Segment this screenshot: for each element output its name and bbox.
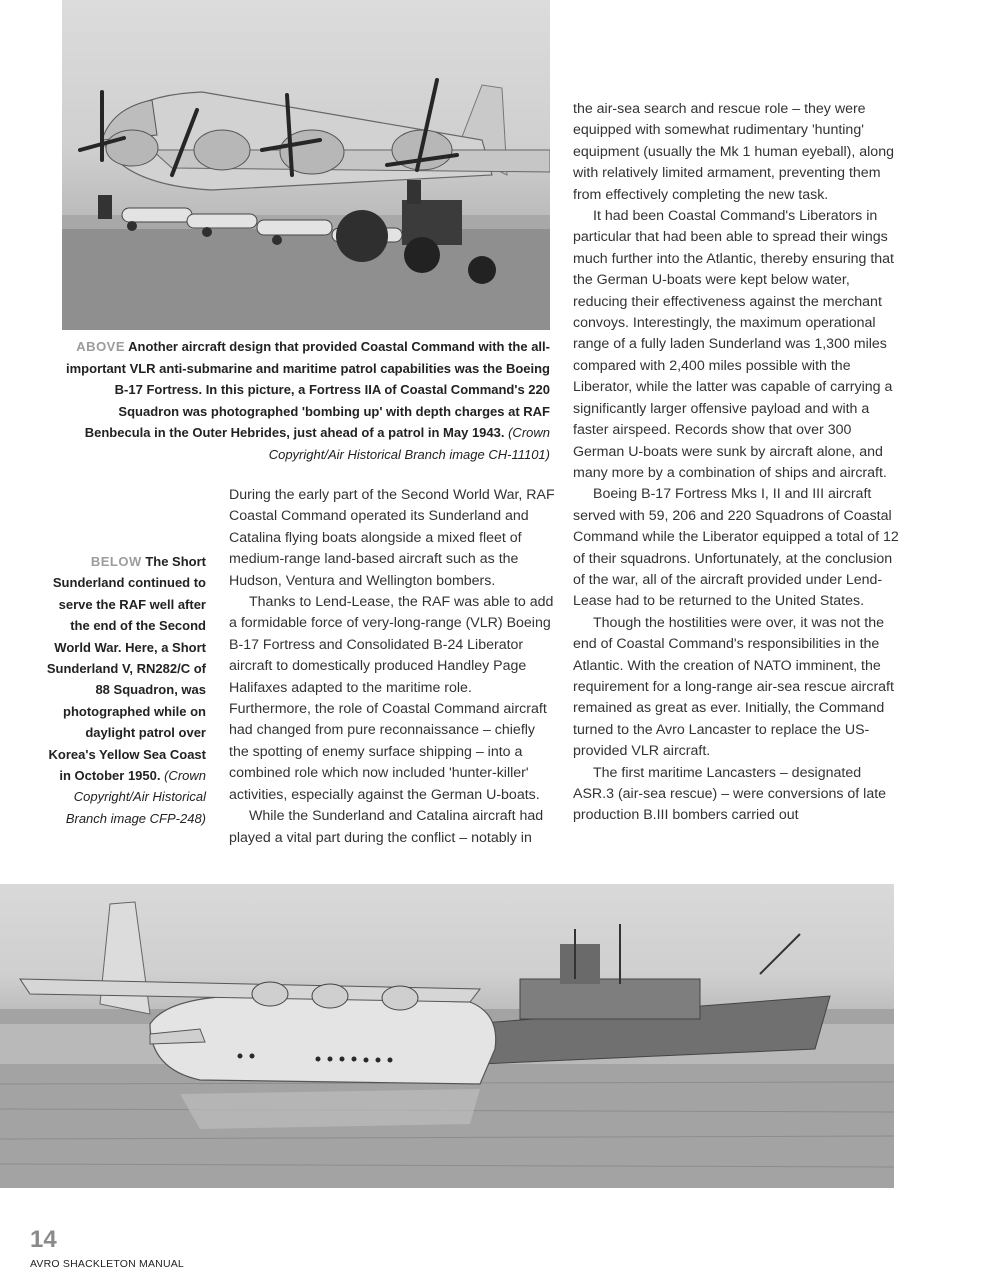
b17-fortress-photo: [62, 0, 550, 330]
body-paragraph: While the Sunderland and Catalina aircraft had played a vital part during the conflict – notably in: [229, 808, 544, 846]
footer-title: AVRO SHACKLETON MANUAL: [30, 1258, 184, 1270]
body-paragraph: Boeing B-17 Fortress Mks I, II and III aircraft served with 59, 206 and 220 Squadrons of Coastal Command while the Liberator equipped a total of 12 of their squadrons. Unfortunately, at the conclusion of the war, all of the aircraft provided under Lend-Lease had to be returned to the United States.: [573, 486, 899, 610]
body-paragraph: It had been Coastal Command's Liberators in particular that had been able to spread their wings much further into the Atlantic, thereby ensuring that the German U-boats were kept below water, reducing their effectiveness against the merchant convoys. Interestingly, the maximum operational range of a fully laden Sunderland was 1,300 miles compared with 2,400 miles possible with the Liberator, while the latter was capable of carrying a significantly larger offensive payload and with a faster airspeed. Records show that over 300 German U-boats were sunk by aircraft alone, and many more by a combination of ships and aircraft.: [573, 208, 894, 481]
sunderland-flying-boat-photo: [0, 884, 894, 1188]
body-paragraph: the air-sea search and rescue role – they were equipped with somewhat rudimentary 'hunting' equipment (usually the Mk 1 human eyeball), along with relatively limited armament, preventing them from effectively completing the new task.: [573, 101, 894, 203]
caption-below: [40, 551, 206, 829]
caption-below-text: The Short Sunderland continued to serve the RAF well after the end of the Second World War. Here, a Short Sunderland V, RN282/C of 88 Squadron, was photographed while on daylight patrol over Korea's Yellow Sea Coast in October 1950.: [46, 554, 206, 784]
caption-above-credit: (Crown Copyright/Air Historical Branch image CH-11101): [268, 425, 550, 462]
body-column-right: [573, 99, 903, 827]
body-paragraph: The first maritime Lancasters – designated ASR.3 (air-sea rescue) – were conversions of late production B.III bombers carried out: [573, 764, 887, 824]
body-paragraph: During the early part of the Second World War, RAF Coastal Command operated its Sunderland and Catalina flying boats alongside a mixed fleet of medium-range land-based aircraft such as the Hudson, Ventura and Wellington bombers.: [229, 487, 555, 589]
caption-below-credit: (Crown Copyright/Air Historical Branch image CFP-248): [65, 768, 206, 826]
page-number: 14: [30, 1226, 57, 1253]
sunderland-illustration: [0, 884, 894, 1188]
caption-above-tag: ABOVE: [76, 339, 126, 354]
caption-above: [58, 336, 550, 466]
b17-illustration: [62, 0, 550, 330]
caption-below-tag: BELOW: [90, 554, 142, 569]
body-paragraph: Thanks to Lend-Lease, the RAF was able to add a formidable force of very-long-range (VLR) Boeing B-17 Fortress and Consolidated B-24 Liberator aircraft to domestically produced Handley Page Halifaxes adapted to the maritime role. Furthermore, the role of Coastal Command aircraft had changed from pure reconnaissance – chiefly the spotting of enemy surface shipping – into a combined role which now included 'hunter-killer' activities, especially against the German U-boats.: [229, 594, 554, 803]
body-column-middle: [229, 485, 555, 849]
body-paragraph: Though the hostilities were over, it was not the end of Coastal Command's responsibilities in the Atlantic. With the creation of NATO imminent, the requirement for a long-range air-sea rescue aircraft remained as great as ever. Initially, the Command turned to the Avro Lancaster to replace the US-provided VLR aircraft.: [573, 614, 894, 760]
caption-above-text: Another aircraft design that provided Coastal Command with the all-important VLR anti-submarine and maritime patrol capabilities was the Boeing B-17 Fortress. In this picture, a Fortress IIA of Coastal Command's 220 Squadron was photographed 'bombing up' with depth charges at RAF Benbecula in the Outer Hebrides, just ahead of a patrol in May 1943.: [66, 339, 550, 441]
